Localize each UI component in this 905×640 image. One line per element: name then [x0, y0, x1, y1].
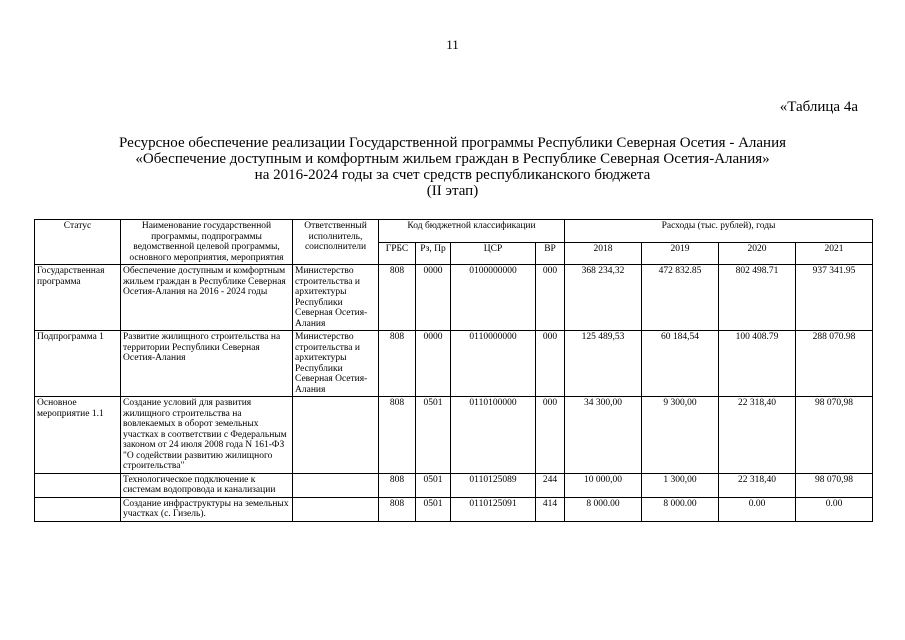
cell-name: Обеспечение доступным и комфортным жильем граждан в Республике Северная Осетия-Алания на 2016 - 2024 годы — [121, 265, 293, 331]
header-2018: 2018 — [565, 242, 642, 265]
table-row — [35, 265, 873, 331]
cell-2018: 125 489,53 — [565, 331, 642, 397]
cell-status — [35, 497, 121, 521]
cell-2018: 34 300,00 — [565, 397, 642, 474]
cell-executor — [293, 497, 379, 521]
header-status: Статус — [35, 220, 121, 265]
header-budget-code: Код бюджетной классификации — [379, 220, 565, 243]
cell-status: Государственная программа — [35, 265, 121, 331]
cell-2021: 98 070,98 — [796, 473, 873, 497]
cell-name: Создание условий для развития жилищного строительства на вовлекаемых в оборот земельных участках в соответствии с Федеральным законом от 24 июля 2008 года N 161-ФЗ "О содействии развитию жилищного строительства" — [121, 397, 293, 474]
cell-vr: 000 — [536, 331, 565, 397]
cell-rzpr: 0501 — [416, 497, 451, 521]
cell-rzpr: 0000 — [416, 331, 451, 397]
cell-grbs: 808 — [379, 497, 416, 521]
cell-grbs: 808 — [379, 473, 416, 497]
table-row — [35, 497, 873, 521]
header-name: Наименование государственной программы, подпрограммы ведомственной целевой программы, основного мероприятия, мероприятия — [121, 220, 293, 265]
cell-executor — [293, 473, 379, 497]
cell-2020: 100 408.79 — [719, 331, 796, 397]
document-title — [0, 135, 905, 199]
cell-2020: 0.00 — [719, 497, 796, 521]
cell-rzpr: 0501 — [416, 473, 451, 497]
cell-2020: 802 498.71 — [719, 265, 796, 331]
cell-2018: 8 000.00 — [565, 497, 642, 521]
table-row — [35, 331, 873, 397]
cell-2019: 60 184,54 — [642, 331, 719, 397]
title-line: (II этап) — [426, 183, 479, 199]
page-number: 11 — [446, 37, 459, 52]
table-label: «Таблица 4а — [779, 99, 858, 115]
cell-name: Развитие жилищного строительства на территории Республики Северная Осетия-Алания — [121, 331, 293, 397]
cell-name: Технологическое подключение к системам водопровода и канализации — [121, 473, 293, 497]
cell-vr: 414 — [536, 497, 565, 521]
table-row — [35, 397, 873, 474]
header-expenses: Расходы (тыс. рублей), годы — [565, 220, 873, 243]
header-rzpr: Рз, Пр — [416, 242, 451, 265]
resource-table — [34, 219, 873, 522]
cell-status: Основное мероприятие 1.1 — [35, 397, 121, 474]
cell-2018: 368 234,32 — [565, 265, 642, 331]
cell-2021: 937 341.95 — [796, 265, 873, 331]
title-line: на 2016-2024 годы за счет средств республиканского бюджета — [254, 167, 651, 183]
cell-2021: 0.00 — [796, 497, 873, 521]
header-2021: 2021 — [796, 242, 873, 265]
title-line: Ресурсное обеспечение реализации Государственной программы Республики Северная Осетия - Алания — [118, 135, 787, 151]
cell-2021: 288 070.98 — [796, 331, 873, 397]
header-2019: 2019 — [642, 242, 719, 265]
cell-2018: 10 000,00 — [565, 473, 642, 497]
cell-2020: 22 318,40 — [719, 397, 796, 474]
cell-grbs: 808 — [379, 265, 416, 331]
cell-executor: Министерство строительства и архитектуры Республики Северная Осетия-Алания — [293, 265, 379, 331]
cell-status — [35, 473, 121, 497]
cell-vr: 244 — [536, 473, 565, 497]
cell-2019: 1 300,00 — [642, 473, 719, 497]
cell-csr: 0110125089 — [451, 473, 536, 497]
cell-csr: 0110100000 — [451, 397, 536, 474]
cell-name: Создание инфраструктуры на земельных участках (с. Гизель). — [121, 497, 293, 521]
cell-vr: 000 — [536, 397, 565, 474]
cell-vr: 000 — [536, 265, 565, 331]
cell-csr: 0100000000 — [451, 265, 536, 331]
cell-rzpr: 0501 — [416, 397, 451, 474]
cell-2020: 22 318,40 — [719, 473, 796, 497]
header-vr: ВР — [536, 242, 565, 265]
cell-executor — [293, 397, 379, 474]
cell-executor: Министерство строительства и архитектуры Республики Северная Осетия-Алания — [293, 331, 379, 397]
cell-2021: 98 070,98 — [796, 397, 873, 474]
header-csr: ЦСР — [451, 242, 536, 265]
cell-2019: 472 832.85 — [642, 265, 719, 331]
cell-csr: 0110000000 — [451, 331, 536, 397]
header-executor: Ответственный исполнитель, соисполнители — [293, 220, 379, 265]
cell-rzpr: 0000 — [416, 265, 451, 331]
header-2020: 2020 — [719, 242, 796, 265]
table-row — [35, 473, 873, 497]
cell-status: Подпрограмма 1 — [35, 331, 121, 397]
cell-csr: 0110125091 — [451, 497, 536, 521]
cell-2019: 9 300,00 — [642, 397, 719, 474]
header-row — [35, 220, 873, 243]
cell-grbs: 808 — [379, 397, 416, 474]
header-grbs: ГРБС — [379, 242, 416, 265]
cell-2019: 8 000.00 — [642, 497, 719, 521]
title-line: «Обеспечение доступным и комфортным жильем граждан в Республике Северная Осетия-Алания» — [135, 151, 770, 167]
cell-grbs: 808 — [379, 331, 416, 397]
